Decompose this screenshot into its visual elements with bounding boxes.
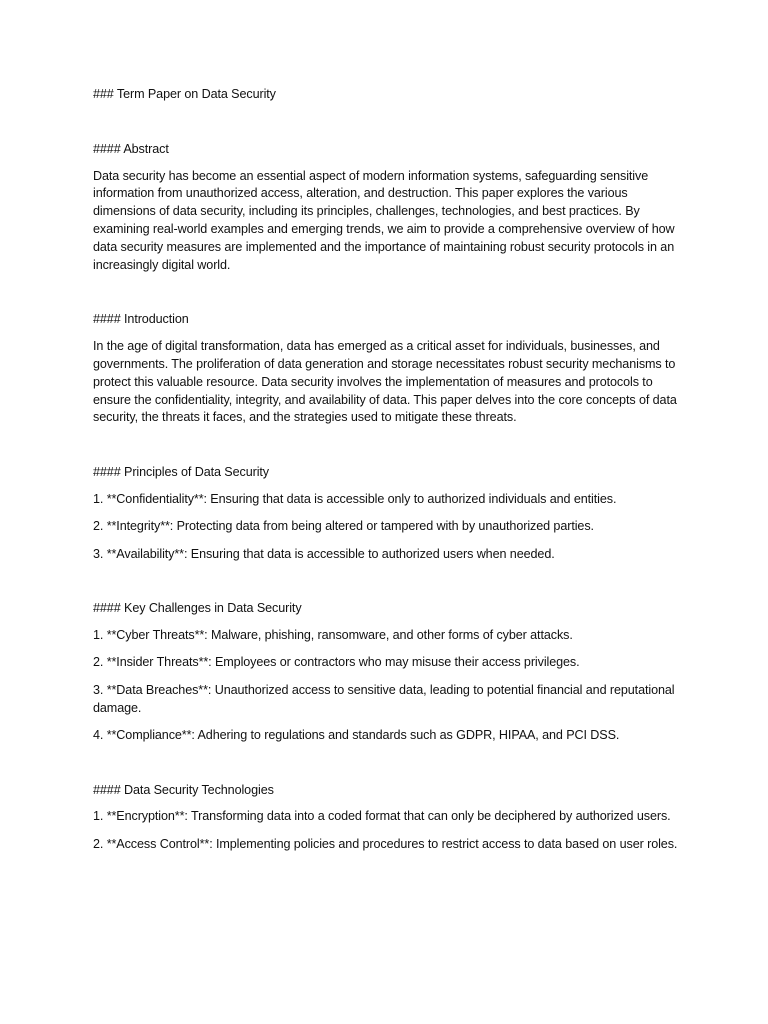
- document-title: ### Term Paper on Data Security: [93, 87, 276, 101]
- list-item: 3. **Data Breaches**: Unauthorized access to sensitive data, leading to potential financial and reputational damage.: [93, 682, 675, 715]
- section-heading-introduction: #### Introduction: [93, 312, 189, 327]
- section-principles: [93, 464, 679, 563]
- section-abstract: [93, 141, 679, 275]
- list-item: 1. **Cyber Threats**: Malware, phishing, ransomware, and other forms of cyber attacks.: [93, 628, 573, 643]
- list-item: 1. **Confidentiality**: Ensuring that data is accessible only to authorized individuals and entities.: [93, 491, 617, 506]
- section-introduction: [93, 311, 679, 427]
- section-heading-principles: #### Principles of Data Security: [93, 465, 270, 480]
- list-item: 2. **Access Control**: Implementing policies and procedures to restrict access to data based on user roles.: [93, 836, 678, 851]
- document-page: [93, 86, 679, 854]
- list-item: 1. **Encryption**: Transforming data into a coded format that can only be deciphered by authorized users.: [93, 809, 671, 824]
- list-item: 2. **Integrity**: Protecting data from being altered or tampered with by unauthorized parties.: [93, 519, 594, 534]
- list-item: 4. **Compliance**: Adhering to regulations and standards such as GDPR, HIPAA, and PCI DSS.: [93, 727, 620, 742]
- introduction-paragraph: In the age of digital transformation, data has emerged as a critical asset for individuals, businesses, and governments. The proliferation of data generation and storage necessitates robust security mechanisms to protect this valuable resource. Data security involves the implementation of measures and protocols to ensure the confidentiality, integrity, and availability of data. This paper delves into the core concepts of data security, the threats it faces, and the strategies used to mitigate these threats.: [93, 339, 677, 425]
- section-heading-challenges: #### Key Challenges in Data Security: [93, 601, 302, 616]
- section-heading-abstract: #### Abstract: [93, 141, 169, 156]
- section-technologies: [93, 782, 679, 854]
- challenges-list: [93, 627, 679, 744]
- principles-list: [93, 491, 679, 563]
- abstract-paragraph: Data security has become an essential aspect of modern information systems, safeguarding sensitive information from unauthorized access, alteration, and destruction. This paper explores the various dimensions of data security, including its principles, challenges, technologies, and best practices. By examining real-world examples and emerging trends, we aim to provide a comprehensive overview of how data security measures are implemented and the importance of maintaining robust security protocols in an increasingly digital world.: [93, 168, 675, 272]
- section-heading-technologies: #### Data Security Technologies: [93, 782, 274, 797]
- section-challenges: [93, 600, 679, 744]
- technologies-list: [93, 808, 679, 853]
- list-item: 2. **Insider Threats**: Employees or contractors who may misuse their access privileges.: [93, 655, 580, 670]
- list-item: 3. **Availability**: Ensuring that data is accessible to authorized users when needed.: [93, 546, 555, 561]
